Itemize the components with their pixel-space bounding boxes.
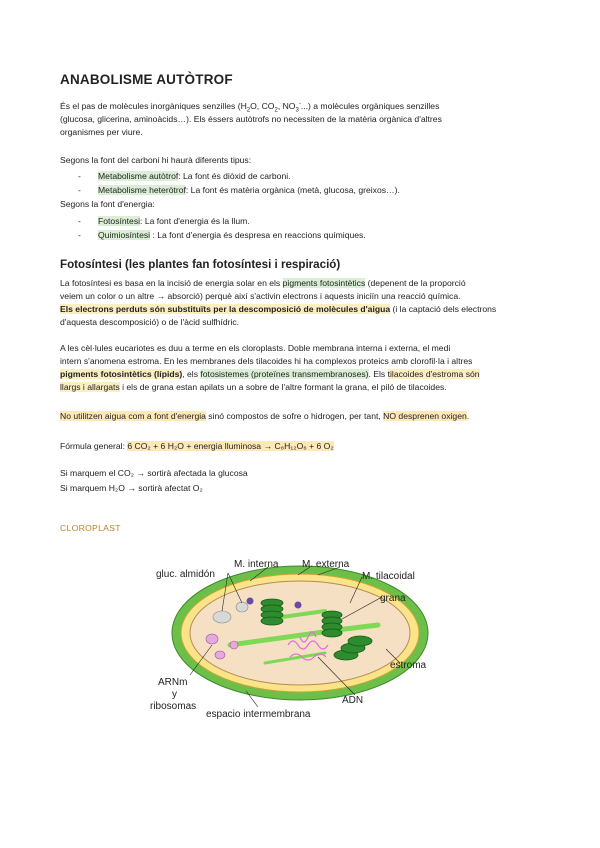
grana-stack	[322, 611, 342, 637]
starch-grain	[213, 611, 231, 623]
lipid-droplet	[295, 602, 302, 609]
label-y: y	[172, 689, 177, 700]
cloroplast-heading: CLOROPLAST	[60, 523, 121, 533]
section-heading-fotosintesi: Fotosíntesi (les plantes fan fotosíntesi i respiració)	[60, 258, 341, 271]
label-estroma: estroma	[390, 660, 427, 671]
ribosome	[230, 641, 238, 649]
intro-paragraph	[60, 100, 550, 139]
grana-stack	[261, 599, 283, 625]
photo-paragraph-3: No utilitzen aigua com a font d'energia sinó compostos de sofre o hidrogen, per tant, NO desprenen oxigen.	[60, 411, 470, 421]
list-item: - Quimiosíntesi : La font d'energia és despresa en reaccions químiques.	[78, 230, 366, 240]
lipid-droplet	[247, 598, 254, 605]
label-adn: ADN	[342, 695, 364, 706]
energy-heading: Segons la font d'energia:	[60, 199, 155, 209]
page-title: ANABOLISME AUTÒTROF	[60, 72, 233, 87]
label-espacio-intermembrana: espacio intermembrana	[206, 709, 311, 720]
mark-line-1: Si marquem el CO₂ → sortirà afectada la glucosa	[60, 468, 248, 478]
ribosome	[206, 634, 218, 644]
label-gluc-almidon: gluc. almidón	[156, 569, 215, 580]
ribosome	[215, 651, 225, 659]
starch-grain	[236, 602, 248, 612]
photo-paragraph-1: La fotosíntesi es basa en la incisió de energia solar en els pigments fotosintètics (depenent de la proporció veiem un color o un altre → absorció) perquè així s'activin electrons i aquests iniciïn una reacció química. Els electrons perduts són substituïts per la descomposició de molècules d'aigua (i la captació dels electrons d'aquesta descomposició) o de l'àcid sulfhídric.	[60, 278, 497, 327]
formula-line: Fórmula general: 6 CO₂ + 6 H₂O + energia lluminosa → C₆H₁₂O₆ + 6 O₂	[60, 441, 334, 451]
label-ribosomas: ribosomas	[150, 701, 197, 712]
mark-line-2: Si marquem H₂O → sortirà afectat O₂	[60, 483, 203, 493]
label-arnm: ARNm	[158, 677, 188, 688]
photo-paragraph-2: A les cèl·lules eucariotes es duu a terme en els cloroplasts. Doble membrana interna i externa, el medi intern s'anomena estroma. En les membranes dels tilacoides hi ha complexos proteics amb clorofil·la i altres pigments fotosintètics (lípids), els fotosistemes (proteïnes transmembranoses). Els tilacoides d'estroma són llargs i allargats i els de grana estan apilats un a sobre de l'altre formant la grana, el piló de tilacoides.	[60, 343, 480, 392]
label-grana: grana	[380, 593, 406, 604]
list-item: - Metabolisme autòtrof: La font és diòxid de carboni.	[78, 171, 291, 181]
chloroplast-diagram	[150, 545, 450, 720]
list-item: - Fotosíntesi: La font d'energia és la llum.	[78, 216, 250, 226]
label-m-tilacoidal: M. tilacoidal	[362, 571, 415, 582]
label-m-externa: M. externa	[302, 559, 350, 570]
carbon-heading: Segons la font del carboni hi haurà diferents tipus:	[60, 155, 252, 165]
intro-line-2: (glucosa, glicerina, aminoàcids…). Els éssers autòtrofs no necessiten de la matèria orgànica d'altres	[60, 114, 442, 124]
list-item: - Metabolisme heteròtrof: La font és matèria orgànica (metà, glucosa, greixos…).	[78, 185, 400, 195]
intro-line-3: organismes per viure.	[60, 127, 143, 137]
label-m-interna: M. interna	[234, 559, 279, 570]
intro-line-1: És el pas de molècules inorgàniques senzilles ($H_2O$, $CO_2$, $NO_3^-$...) a molècules orgàniques senzilles	[60, 101, 440, 114]
